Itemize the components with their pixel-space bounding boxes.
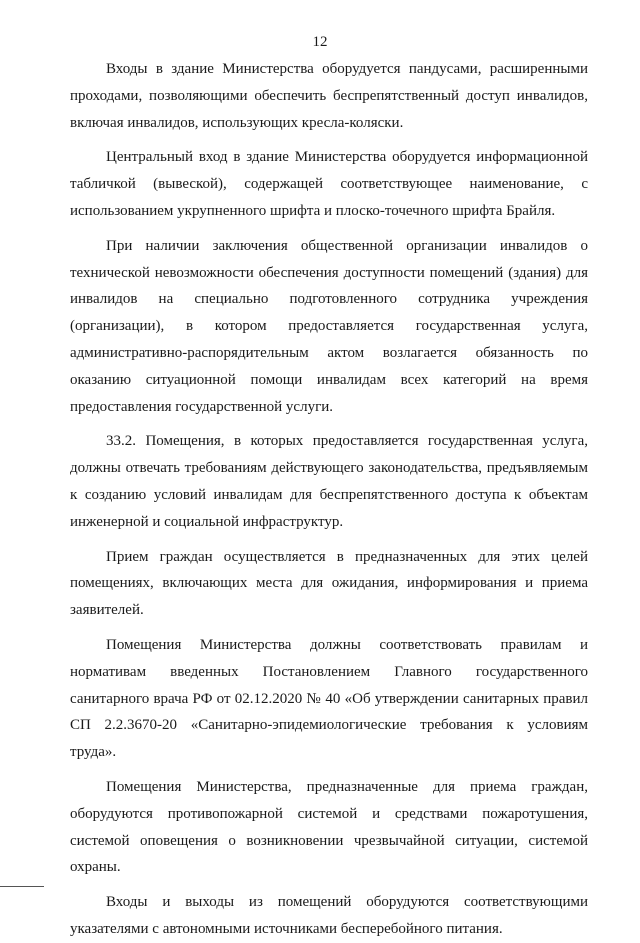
paragraph-situational-assistance: При наличии заключения общественной организации инвалидов о технической невозможности обеспечения доступности помещений (здания) для инвалидов на специально подготовленного сотрудника учреждения (организации), в котором предоставляется государственная услуга, административно-распорядительным актом возлагается обязанность по оказанию ситуационной помощи инвалидам всех категорий на время предоставления государственной услуги. — [70, 237, 588, 415]
paragraph-exit-signs: Входы и выходы из помещений оборудуются соответствующими указателями с автономными источниками бесперебойного питания. — [70, 894, 588, 937]
page-number: 12 — [312, 34, 328, 50]
paragraph-33-2-premises-requirements: 33.2. Помещения, в которых предоставляется государственная услуга, должны отвечать требованиям действующего законодательства, предъявляемым к созданию условий инвалидам для беспрепятственного доступа к объектам инженерной и социальной инфраструктур. — [70, 433, 588, 530]
paragraph-entrances-ramps: Входы в здание Министерства оборудуется пандусами, расширенными проходами, позволяющими обеспечить беспрепятственный доступ инвалидов, включая инвалидов, использующих кресла-коляски. — [70, 61, 588, 131]
paragraph-fire-safety: Помещения Министерства, предназначенные для приема граждан, оборудуются противопожарной системой и средствами пожаротушения, системой оповещения о возникновении чрезвычайной ситуации, системой охраны. — [70, 778, 588, 876]
footer-rule — [0, 886, 44, 887]
document-body — [70, 56, 588, 943]
paragraph-sanitary-rules: Помещения Министерства должны соответствовать правилам и нормативам введенных Постановлением Главного государственного санитарного врача РФ от 02.12.2020 № 40 «Об утверждении санитарных правил СП 2.2.3670-20 «Санитарно-эпидемиологические требования к условиям труда». — [70, 636, 588, 761]
paragraph-reception-premises: Прием граждан осуществляется в предназначенных для этих целей помещениях, включающих места для ожидания, информирования и приема заявителей. — [70, 548, 588, 619]
paragraph-central-entrance-sign: Центральный вход в здание Министерства оборудуется информационной табличкой (вывеской), содержащей соответствующее наименование, с использованием укрупненного шрифта и плоско-точечного шрифта Брайля. — [70, 149, 588, 219]
